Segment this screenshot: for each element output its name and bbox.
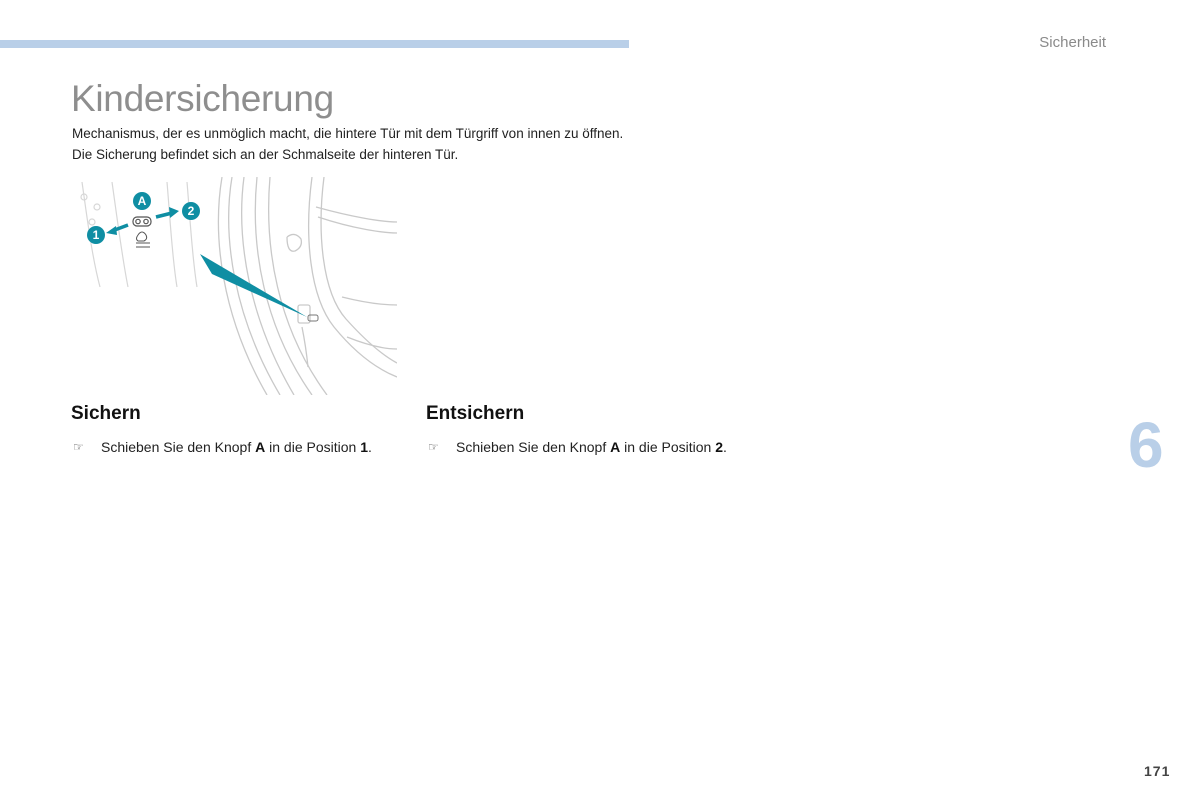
intro-line: Die Sicherung befindet sich an der Schmalseite der hinteren Tür.	[72, 147, 459, 162]
knob-label: A	[610, 439, 621, 455]
label-a: A	[137, 194, 147, 208]
child-lock-illustration	[72, 177, 397, 395]
instruction-text: Schieben Sie den Knopf A in die Position 1.	[101, 439, 372, 455]
pointing-hand-icon: ☞	[73, 440, 84, 454]
pointing-hand-icon: ☞	[428, 440, 439, 454]
section-sichern	[71, 403, 411, 456]
page-number: 171	[1144, 763, 1171, 779]
pointer-arrow-shape	[200, 254, 307, 317]
page-title: Kindersicherung	[71, 78, 334, 119]
section-heading: Entsichern	[426, 403, 525, 424]
section-heading: Sichern	[71, 403, 141, 424]
section-entsichern	[426, 403, 766, 456]
label-position-1: 1	[92, 228, 100, 242]
label-position-2: 2	[187, 204, 195, 218]
position-label: 2	[715, 439, 723, 455]
knob-label: A	[255, 439, 266, 455]
instruction-item	[426, 439, 766, 456]
section-name: Sicherheit	[1039, 34, 1106, 51]
intro-text	[72, 123, 623, 165]
intro-line: Mechanismus, der es unmöglich macht, die hintere Tür mit dem Türgriff von innen zu öffnen.	[72, 126, 624, 141]
header-accent-bar	[0, 40, 629, 48]
instruction-item	[71, 439, 411, 456]
position-label: 1	[360, 439, 368, 455]
instruction-text: Schieben Sie den Knopf A in die Position 2.	[456, 439, 727, 455]
chapter-number: 6	[1128, 409, 1164, 481]
